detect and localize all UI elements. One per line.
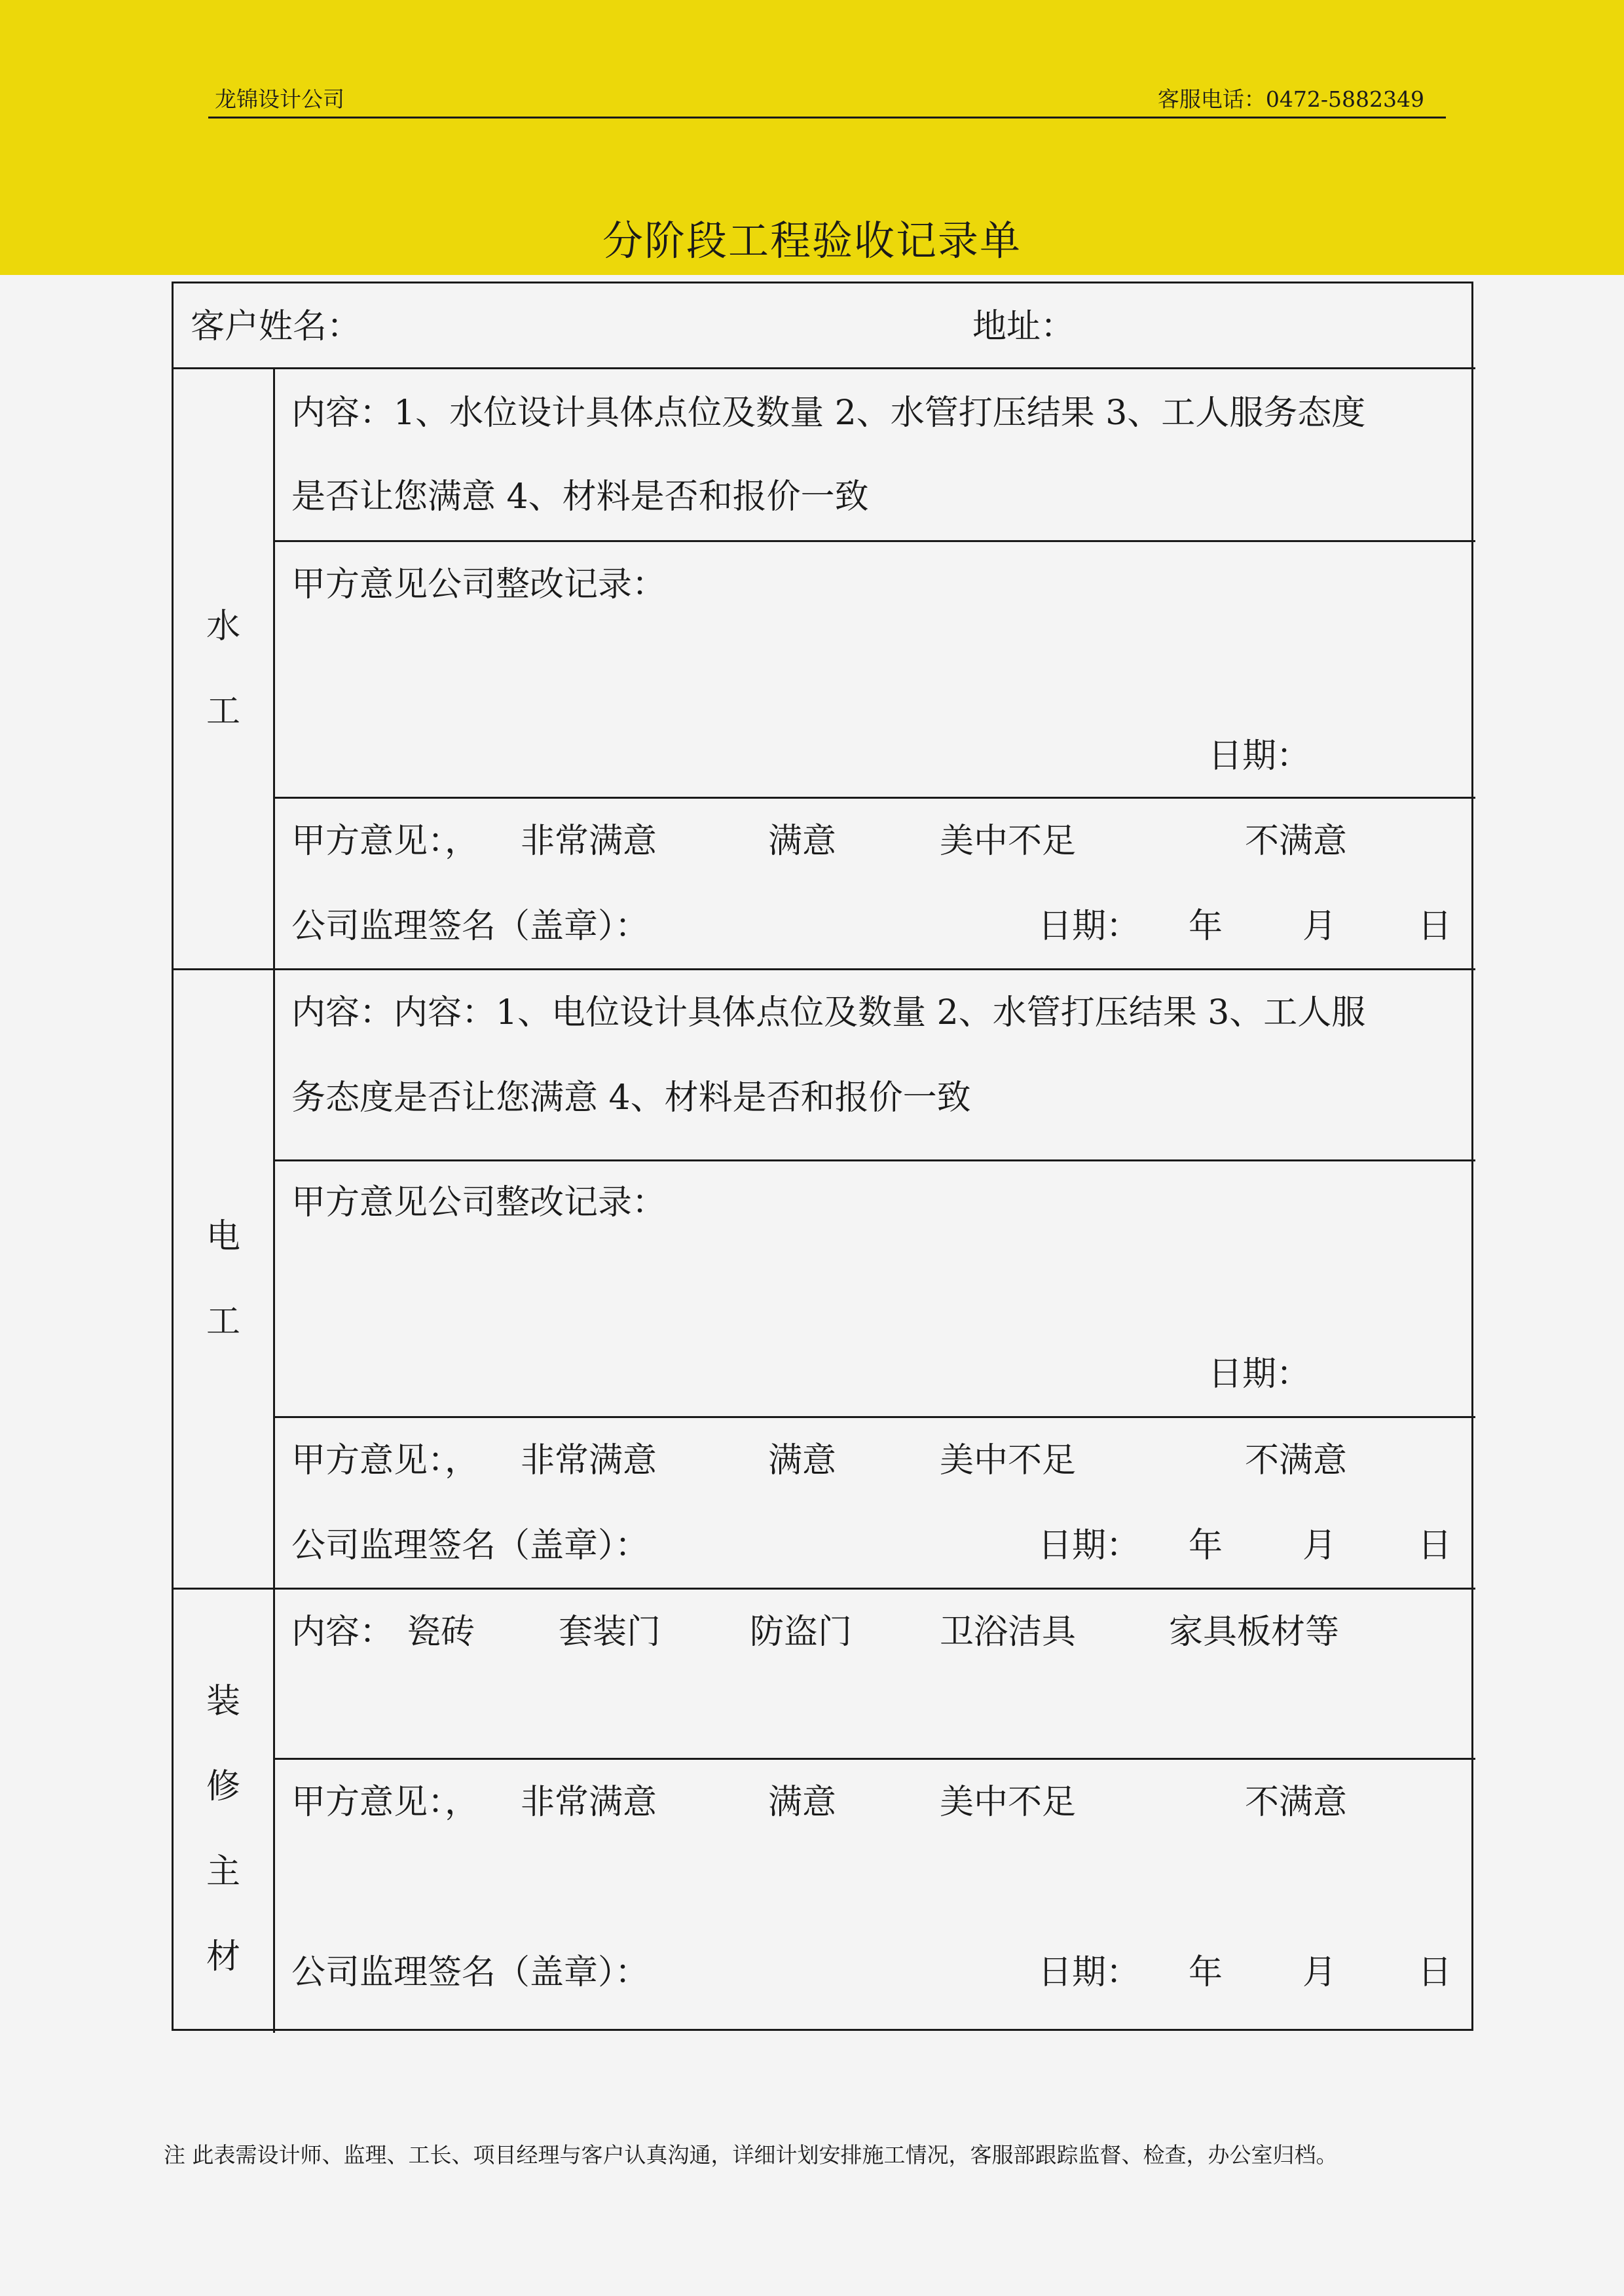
row-divider bbox=[273, 1416, 1475, 1418]
materials-item-security-door: 防盗门 bbox=[750, 1613, 853, 1652]
footer-note: 注 此表需设计师、监理、工长、项目经理与客户认真沟通，详细计划安排施工情况，客服部跟踪监督、检查，办公室归档。 bbox=[164, 2142, 1338, 2168]
electric-option-imperfect[interactable]: 美中不足 bbox=[940, 1441, 1077, 1480]
materials-item-tile: 瓷砖 bbox=[407, 1613, 475, 1652]
materials-opinion-label: 甲方意见：， bbox=[291, 1783, 479, 1822]
row-divider bbox=[174, 1588, 1475, 1590]
electric-option-unsatisfied[interactable]: 不满意 bbox=[1245, 1441, 1348, 1480]
water-sign-label: 公司监理签名（盖章）： bbox=[291, 907, 650, 946]
acceptance-form bbox=[172, 282, 1473, 2031]
section-label-materials-3: 主 bbox=[206, 1852, 241, 1891]
water-content-line-2: 是否让您满意 4、材料是否和报价一致 bbox=[291, 477, 869, 517]
materials-content-label: 内容： bbox=[291, 1613, 394, 1652]
water-opinion-label: 甲方意见：， bbox=[291, 822, 479, 861]
materials-year: 年 bbox=[1189, 1953, 1223, 1992]
row-divider bbox=[273, 1758, 1475, 1760]
electric-rectify-date: 日期： bbox=[1208, 1355, 1311, 1394]
electric-date-label: 日期： bbox=[1038, 1526, 1141, 1565]
water-month: 月 bbox=[1302, 907, 1337, 946]
customer-name-label: 客户姓名： bbox=[191, 307, 361, 346]
electric-option-very-satisfied[interactable]: 非常满意 bbox=[521, 1441, 657, 1480]
section-label-materials-2: 修 bbox=[206, 1767, 241, 1806]
electric-day: 日 bbox=[1418, 1526, 1452, 1565]
service-phone: 客服电话：0472-5882349 bbox=[1157, 86, 1424, 112]
materials-item-sanitary: 卫浴洁具 bbox=[940, 1613, 1077, 1652]
materials-option-satisfied[interactable]: 满意 bbox=[768, 1783, 837, 1822]
section-label-water-1: 水 bbox=[206, 607, 241, 646]
water-rectify-label: 甲方意见公司整改记录： bbox=[291, 565, 667, 604]
water-date-label: 日期： bbox=[1038, 907, 1141, 946]
materials-option-very-satisfied[interactable]: 非常满意 bbox=[521, 1783, 657, 1822]
row-divider bbox=[174, 968, 1475, 970]
materials-day: 日 bbox=[1418, 1953, 1452, 1992]
electric-option-satisfied[interactable]: 满意 bbox=[768, 1441, 837, 1480]
header-divider bbox=[208, 117, 1446, 118]
electric-content-line-1: 内容：内容：1、电位设计具体点位及数量 2、水管打压结果 3、工人服 bbox=[291, 993, 1366, 1032]
address-label: 地址： bbox=[972, 307, 1075, 346]
materials-option-imperfect[interactable]: 美中不足 bbox=[940, 1783, 1077, 1822]
section-label-water-2: 工 bbox=[206, 692, 241, 731]
materials-item-furniture: 家具板材等 bbox=[1169, 1613, 1340, 1652]
water-option-satisfied[interactable]: 满意 bbox=[768, 822, 837, 861]
electric-year: 年 bbox=[1189, 1526, 1223, 1565]
section-label-materials-4: 材 bbox=[206, 1937, 241, 1977]
water-day: 日 bbox=[1418, 907, 1452, 946]
section-label-electric-2: 工 bbox=[206, 1302, 241, 1341]
column-divider bbox=[273, 367, 275, 2033]
company-name: 龙锦设计公司 bbox=[215, 86, 344, 112]
row-divider bbox=[174, 367, 1475, 369]
materials-item-door-set: 套装门 bbox=[559, 1613, 661, 1652]
materials-sign-label: 公司监理签名（盖章）： bbox=[291, 1953, 650, 1992]
electric-content-line-2: 务态度是否让您满意 4、材料是否和报价一致 bbox=[291, 1078, 971, 1118]
row-divider bbox=[273, 540, 1475, 542]
electric-opinion-label: 甲方意见：， bbox=[291, 1441, 479, 1480]
water-content-line-1: 内容：1、水位设计具体点位及数量 2、水管打压结果 3、工人服务态度 bbox=[291, 393, 1366, 433]
materials-option-unsatisfied[interactable]: 不满意 bbox=[1245, 1783, 1348, 1822]
electric-month: 月 bbox=[1302, 1526, 1337, 1565]
electric-sign-label: 公司监理签名（盖章）： bbox=[291, 1526, 650, 1565]
row-divider bbox=[273, 1159, 1475, 1161]
materials-month: 月 bbox=[1302, 1953, 1337, 1992]
water-year: 年 bbox=[1189, 907, 1223, 946]
row-divider bbox=[273, 797, 1475, 799]
water-option-imperfect[interactable]: 美中不足 bbox=[940, 822, 1077, 861]
page-title: 分阶段工程验收记录单 bbox=[602, 217, 1022, 264]
section-label-materials-1: 装 bbox=[206, 1682, 241, 1721]
electric-rectify-label: 甲方意见公司整改记录： bbox=[291, 1183, 667, 1222]
water-option-very-satisfied[interactable]: 非常满意 bbox=[521, 822, 657, 861]
water-option-unsatisfied[interactable]: 不满意 bbox=[1245, 822, 1348, 861]
water-rectify-date: 日期： bbox=[1208, 737, 1311, 776]
materials-date-label: 日期： bbox=[1038, 1953, 1141, 1992]
section-label-electric-1: 电 bbox=[206, 1217, 241, 1256]
